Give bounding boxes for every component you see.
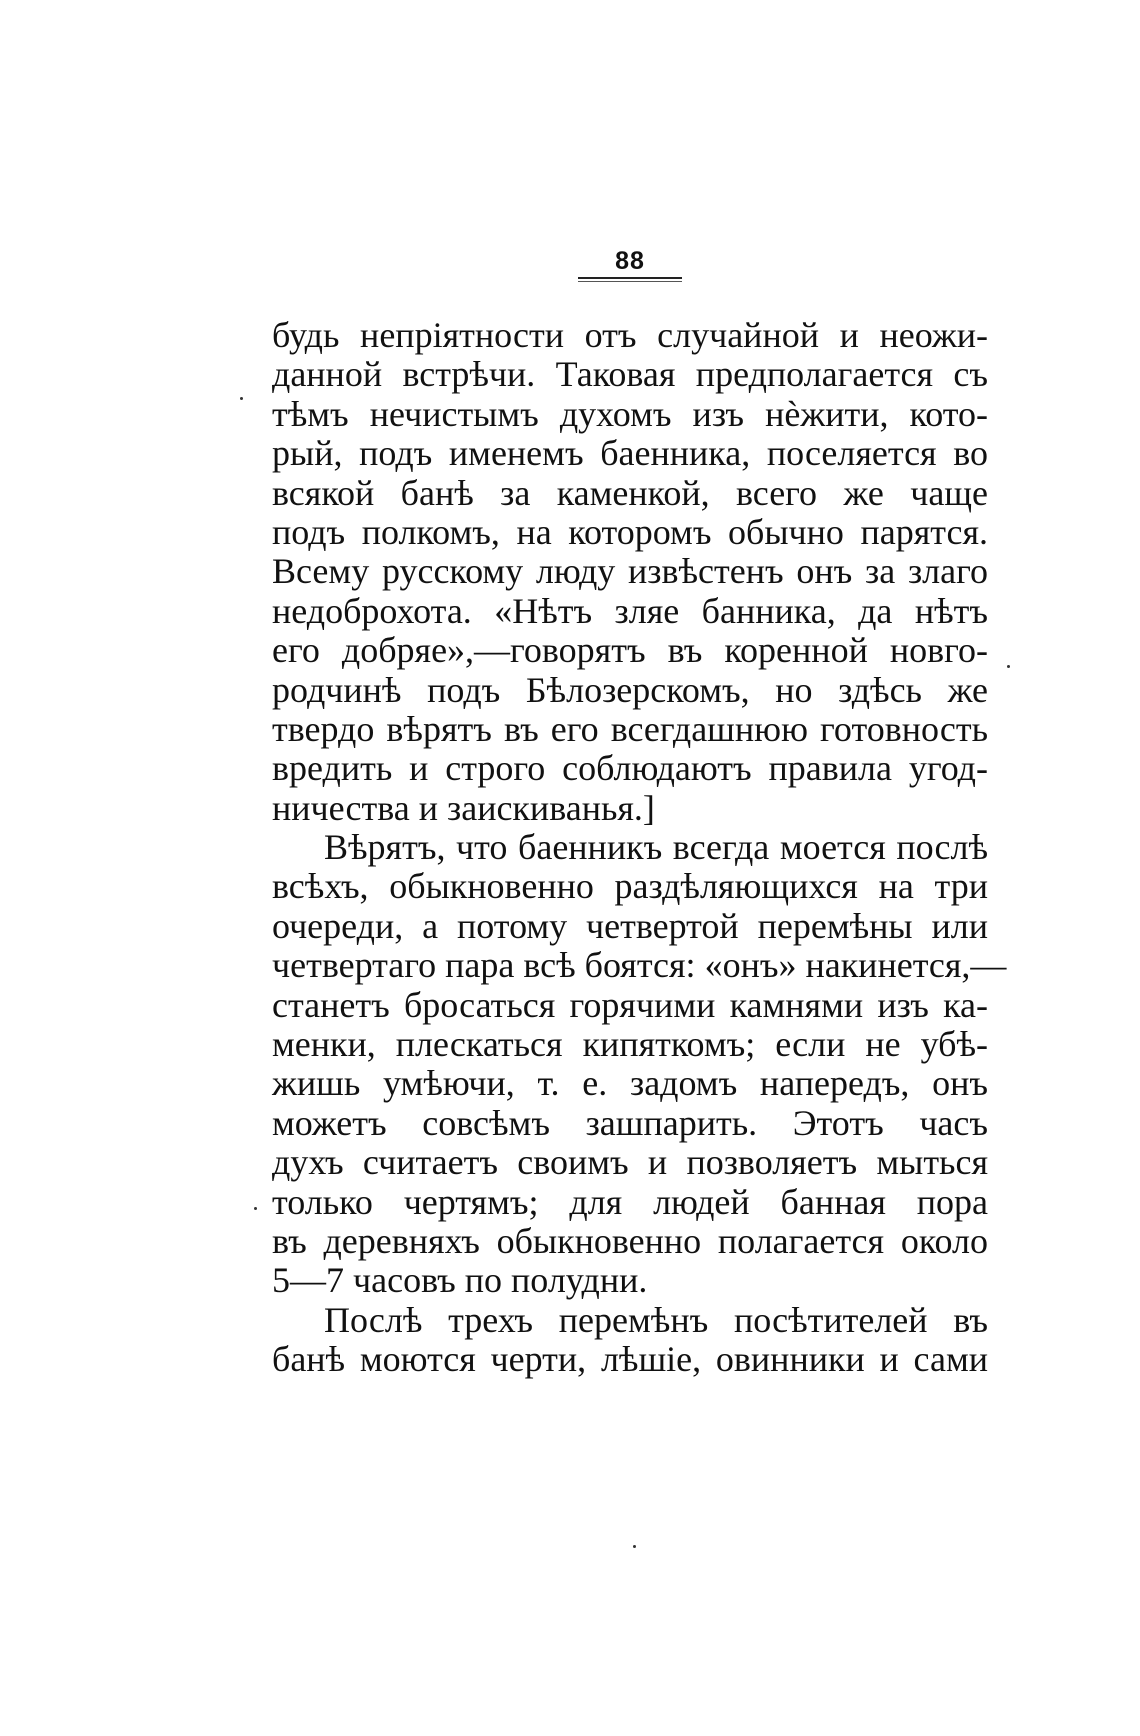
text-line: очереди, а потому четвертой перемѣны или bbox=[272, 905, 988, 946]
text-line: можетъ совсѣмъ зашпарить. Этотъ часъ bbox=[272, 1102, 988, 1143]
text-line: его добряе»,—говорятъ въ коренной новго- bbox=[272, 630, 988, 671]
scan-speck bbox=[240, 397, 243, 400]
text-line: рый, подъ именемъ баенника, поселяется во bbox=[272, 433, 988, 474]
text-line: Послѣ трехъ перемѣнъ посѣтителей въ bbox=[324, 1299, 988, 1340]
text-line: тѣмъ нечистымъ духомъ изъ нѐжити, кото- bbox=[272, 393, 988, 434]
body-text bbox=[272, 315, 1007, 1380]
text-line: 5—7 часовъ по полудни. bbox=[272, 1260, 648, 1301]
text-line: въ деревняхъ обыкновенно полагается около bbox=[272, 1220, 988, 1261]
header-rule bbox=[578, 277, 682, 279]
page-number: 88 bbox=[615, 247, 645, 275]
scan-speck bbox=[633, 1545, 636, 1548]
text-line: твердо вѣрятъ въ его всегдашнюю готовность bbox=[272, 708, 988, 749]
text-line: вредить и строго соблюдаютъ правила угод- bbox=[272, 748, 988, 789]
text-line: Всему русскому люду извѣстенъ онъ за злаго bbox=[272, 551, 988, 592]
text-line: всякой банѣ за каменкой, всего же чаще bbox=[272, 472, 988, 513]
text-line: четвертаго пара всѣ боятся: «онъ» накинется,— bbox=[272, 945, 1007, 986]
text-line: жишь умѣючи, т. е. задомъ напередъ, онъ bbox=[272, 1063, 988, 1104]
text-line: родчинѣ подъ Бѣлозерскомъ, но здѣсь же bbox=[272, 669, 988, 710]
text-line: духъ считаетъ своимъ и позволяетъ мыться bbox=[272, 1142, 988, 1183]
text-line: подъ полкомъ, на которомъ обычно парятся. bbox=[272, 511, 988, 552]
scan-speck bbox=[1007, 665, 1010, 668]
text-line: менки, плескаться кипяткомъ; если не убѣ- bbox=[272, 1024, 988, 1065]
text-line: ничества и заискиванья.] bbox=[272, 787, 655, 828]
scan-speck bbox=[254, 1207, 257, 1210]
header-rule-thin bbox=[578, 281, 682, 282]
text-line: Вѣрятъ, что баенникъ всегда моется послѣ bbox=[324, 827, 988, 868]
text-line: только чертямъ; для людей банная пора bbox=[272, 1181, 988, 1222]
text-line: будь непріятности отъ случайной и неожи- bbox=[272, 315, 988, 355]
page-header bbox=[575, 248, 685, 282]
text-line: данной встрѣчи. Таковая предполагается съ bbox=[272, 354, 988, 395]
text-line: станетъ бросаться горячими камнями изъ ка- bbox=[272, 984, 988, 1025]
text-line: всѣхъ, обыкновенно раздѣляющихся на три bbox=[272, 866, 988, 907]
text-line: банѣ моются черти, лѣшіе, овинники и сами bbox=[272, 1339, 988, 1380]
text-line: недоброхота. «Нѣтъ зляе банника, да нѣтъ bbox=[272, 590, 988, 631]
